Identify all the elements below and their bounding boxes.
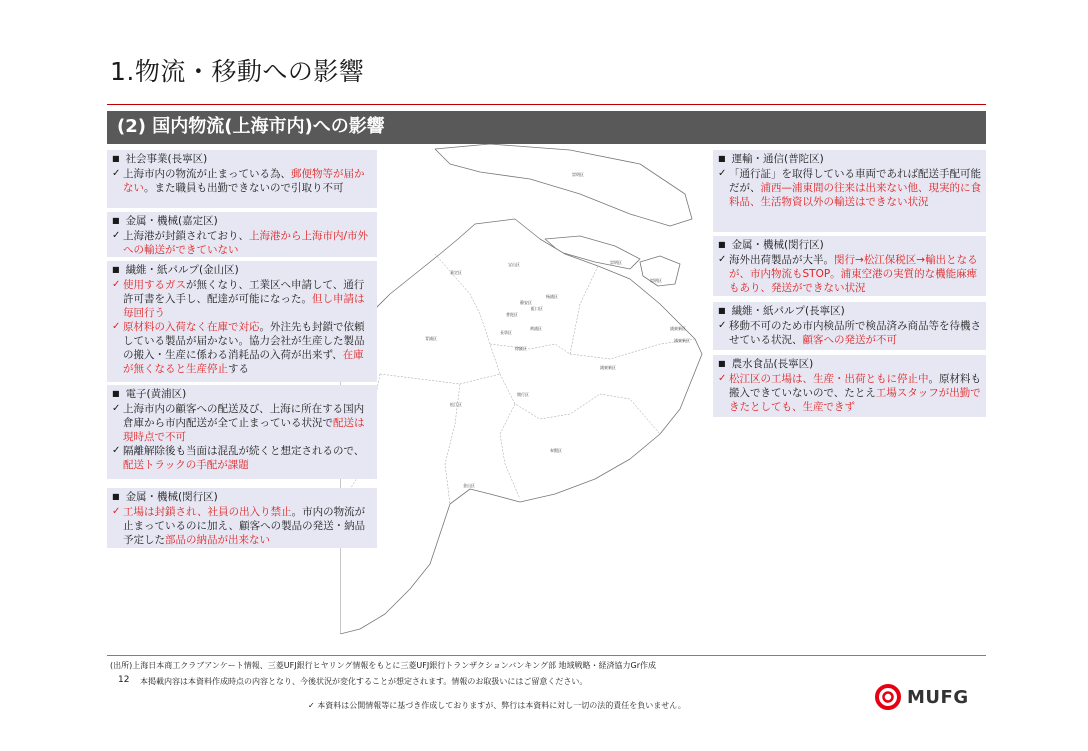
svg-text:嘉定区: 嘉定区	[450, 270, 462, 275]
svg-text:金山区: 金山区	[463, 483, 475, 488]
box-item: ✓ 「通行証」を取得している車両であれば配送手配可能だが、浦西—浦東間の往来は出来ない他、現実的に食料品、生活物資以外の輸送はできない状況	[718, 167, 982, 209]
source-note: (出所)上海日本商工クラブアンケート情報、三菱UFJ銀行ヒヤリング情報をもとに三菱UFJ銀行トランザクションバンキング部 地域戦略・経済協力Gr作成	[110, 661, 656, 670]
right-box-1	[713, 150, 986, 232]
box-heading: ■ 金属・機械(閔行区)	[112, 490, 373, 505]
box-item: ✓ 海外出荷製品が大半。閔行→松江保税区→輸出となるが、市内物流もSTOP。浦東空港の実質的な機能麻痺もあり、発送ができない状況	[718, 253, 982, 295]
mufg-logo	[875, 684, 969, 710]
svg-text:長寧区: 長寧区	[500, 330, 512, 335]
svg-text:松江区: 松江区	[450, 402, 462, 407]
box-heading: ■ 金属・機械(嘉定区)	[112, 214, 373, 229]
svg-text:青浦区: 青浦区	[425, 336, 437, 341]
box-item: ✓ 上海港が封鎖されており、上海港から上海市内/市外への輸送ができていない	[112, 229, 373, 257]
box-heading: ■ 繊維・紙パルプ(金山区)	[112, 263, 373, 278]
legal-note: ✓ 本資料は公開情報等に基づき作成しておりますが、弊行は本資料に対し一切の法的責任を負いません。	[308, 701, 686, 710]
box-item: ✓ 上海市内の顧客への配送及び、上海に所在する国内倉庫から市内配送が全て止まっている状況で配送は現時点で不可	[112, 402, 373, 444]
left-box-4	[107, 385, 377, 479]
svg-text:虹口区: 虹口区	[531, 306, 543, 311]
svg-text:宝山区: 宝山区	[508, 262, 520, 267]
box-heading: ■ 繊維・紙パルプ(長寧区)	[718, 304, 982, 319]
box-heading: ■ 運輸・通信(普陀区)	[718, 152, 982, 167]
svg-text:浦東新区: 浦東新区	[670, 326, 686, 331]
svg-text:崇明区: 崇明区	[610, 260, 622, 265]
svg-text:杨浦区: 杨浦区	[546, 294, 558, 299]
box-item: ✓ 移動不可のため市内検品所で検品済み商品等を待機させている状況、顧客への発送が不可	[718, 319, 982, 347]
box-item: ✓ 隔離解除後も当面は混乱が続くと想定されるので、配送トラックの手配が課題	[112, 444, 373, 472]
svg-text:崇明区: 崇明区	[572, 172, 584, 177]
title-divider	[107, 104, 986, 105]
svg-text:浦東新区: 浦東新区	[674, 338, 690, 343]
svg-text:徐匯区: 徐匯区	[515, 346, 527, 351]
left-box-1	[107, 150, 377, 208]
logo-text: MUFG	[907, 686, 969, 708]
svg-text:静安区: 静安区	[520, 300, 532, 305]
shanghai-district-map	[340, 144, 770, 634]
box-heading: ■ 農水食品(長寧区)	[718, 357, 982, 372]
left-box-5	[107, 488, 377, 548]
left-box-2	[107, 212, 377, 257]
box-heading: ■ 社会事業(長寧区)	[112, 152, 373, 167]
box-item: ✓ 上海市内の物流が止まっている為、郵便物等が届かない。また職員も出勤できないので引取り不可	[112, 167, 373, 195]
page-number: 12	[118, 675, 130, 685]
svg-text:閔行区: 閔行区	[517, 392, 529, 397]
left-box-3	[107, 261, 377, 382]
svg-text:普陀区: 普陀区	[506, 312, 518, 317]
box-item: ✓ 原材料の入荷なく在庫で対応。外注先も封鎖で依頼している製品が届かない。協力会社が生産した製品の搬入・生産に係わる消耗品の入荷が出来ず、在庫が無くなると生産停止する	[112, 320, 373, 376]
svg-text:浦東新区: 浦東新区	[600, 365, 616, 370]
section-header: (2) 国内物流(上海市内)への影響	[107, 111, 986, 144]
page-title: 1.物流・移動への影響	[110, 57, 365, 86]
mufg-logo-icon	[875, 684, 901, 710]
svg-text:崇明区: 崇明区	[650, 278, 662, 283]
disclaimer-note: 本掲載内容は本資料作成時点の内容となり、今後状況が変化することが想定されます。情報のお取扱いにはご留意ください。	[140, 677, 588, 686]
box-item: ✓ 使用するガスが無くなり、工業区へ申請して、通行許可書を入手し、配達が可能になった。但し申請は毎回行う	[112, 278, 373, 320]
box-heading: ■ 金属・機械(閔行区)	[718, 238, 982, 253]
right-box-4	[713, 355, 986, 417]
svg-text:奉賢区: 奉賢区	[550, 448, 562, 453]
svg-text:黄浦区: 黄浦区	[530, 326, 542, 331]
right-box-2	[713, 236, 986, 296]
box-heading: ■ 電子(黄浦区)	[112, 387, 373, 402]
right-box-3	[713, 302, 986, 350]
box-item: ✓ 工場は封鎖され、社員の出入り禁止。市内の物流が止まっているのに加え、顧客への製品の発送・納品予定した部品の納品が出来ない	[112, 505, 373, 547]
footer-divider	[107, 655, 986, 656]
box-item: ✓ 松江区の工場は、生産・出荷ともに停止中。原材料も搬入できていないので、たとえ工場スタッフが出勤できたとしても、生産できず	[718, 372, 982, 414]
